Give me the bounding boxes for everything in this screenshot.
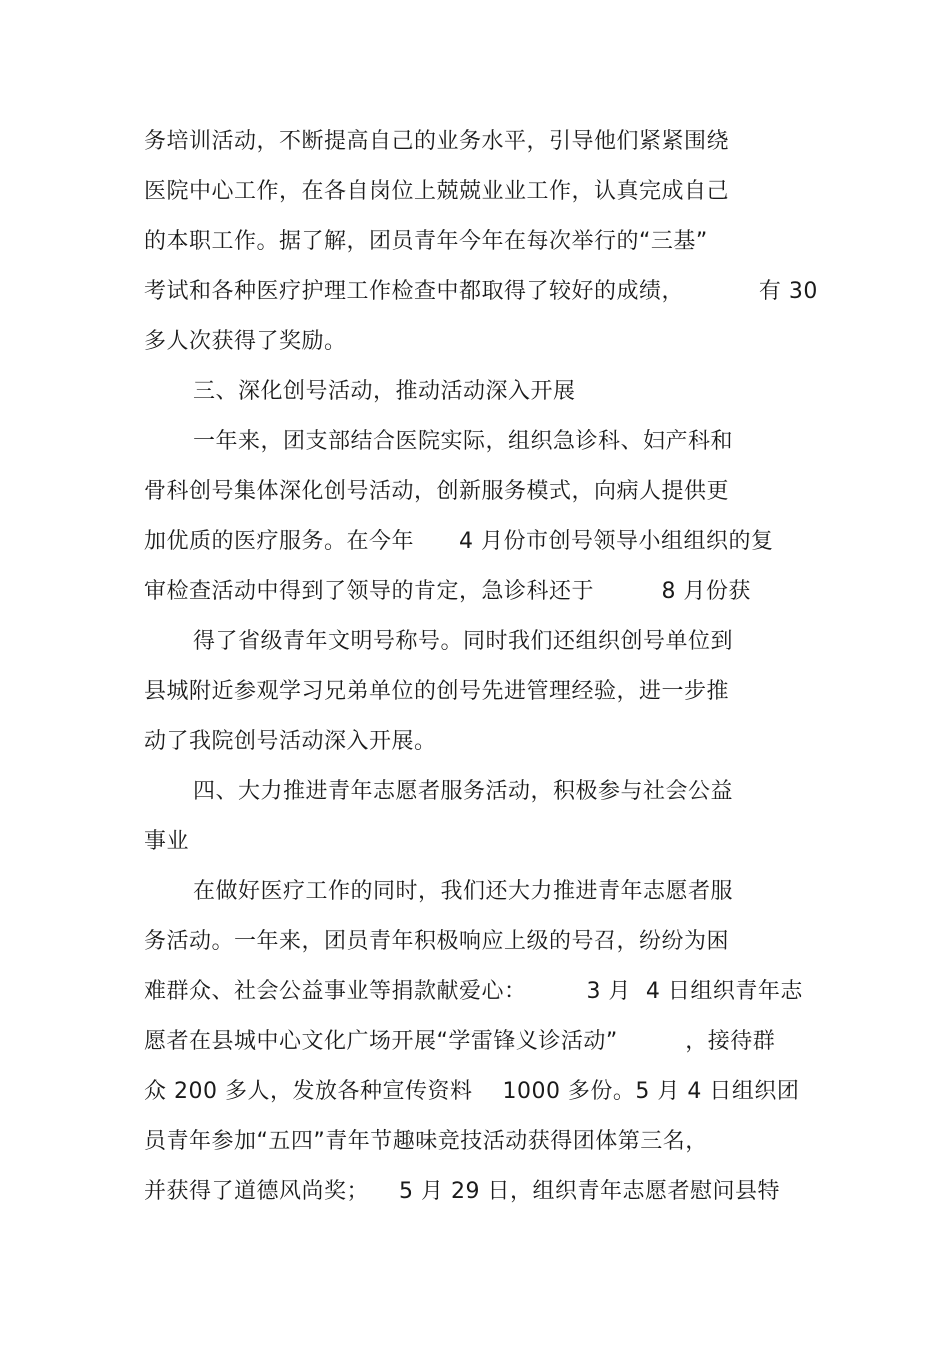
text-line: 务培训活动，不断提高自己的业务水平，引导他们紧紧围绕 (144, 129, 730, 154)
text-line: 审检查活动中得到了领导的肯定，急诊科还于 8 月份获 (144, 579, 751, 604)
text-line: 务活动。一年来，团员青年积极响应上级的号召，纷纷为困 (144, 929, 730, 954)
text-line: 一年来，团支部结合医院实际，组织急诊科、妇产科和 (193, 429, 734, 454)
text-line: 县城附近参观学习兄弟单位的创号先进管理经验，进一步推 (144, 679, 730, 704)
text-line: 众 200 多人，发放各种宣传资料 1000 多份。5 月 4 日组织团 (144, 1079, 800, 1104)
section-heading: 四、大力推进青年志愿者服务活动，积极参与社会公益 (193, 779, 734, 804)
text-line: 在做好医疗工作的同时，我们还大力推进青年志愿者服 (193, 879, 734, 904)
text-line: 多人次获得了奖励。 (144, 329, 347, 354)
text-line: 的本职工作。据了解，团员青年今年在每次举行的“三基” (144, 229, 708, 254)
section-heading: 三、深化创号活动，推动活动深入开展 (193, 379, 576, 404)
text-line: 愿者在县城中心文化广场开展“学雷锋义诊活动” ，接待群 (144, 1029, 776, 1054)
text-line: 动了我院创号活动深入开展。 (144, 729, 437, 754)
text-line: 员青年参加“五四”青年节趣味竞技活动获得团体第三名， (144, 1129, 708, 1154)
text-line: 考试和各种医疗护理工作检查中都取得了较好的成绩， 有 30 (144, 279, 818, 304)
text-line: 难群众、社会公益事业等捐款献爱心： 3 月 4 日组织青年志 (144, 979, 803, 1004)
text-line: 加优质的医疗服务。在今年 4 月份市创号领导小组组织的复 (144, 529, 774, 554)
text-line: 得了省级青年文明号称号。同时我们还组织创号单位到 (193, 629, 734, 654)
text-line: 骨科创号集体深化创号活动，创新服务模式，向病人提供更 (144, 479, 730, 504)
section-heading-continued: 事业 (144, 829, 190, 854)
text-line: 医院中心工作，在各自岗位上兢兢业业工作，认真完成自己 (144, 179, 730, 204)
text-line: 并获得了道德风尚奖； 5 月 29 日，组织青年志愿者慰问县特 (144, 1179, 780, 1204)
